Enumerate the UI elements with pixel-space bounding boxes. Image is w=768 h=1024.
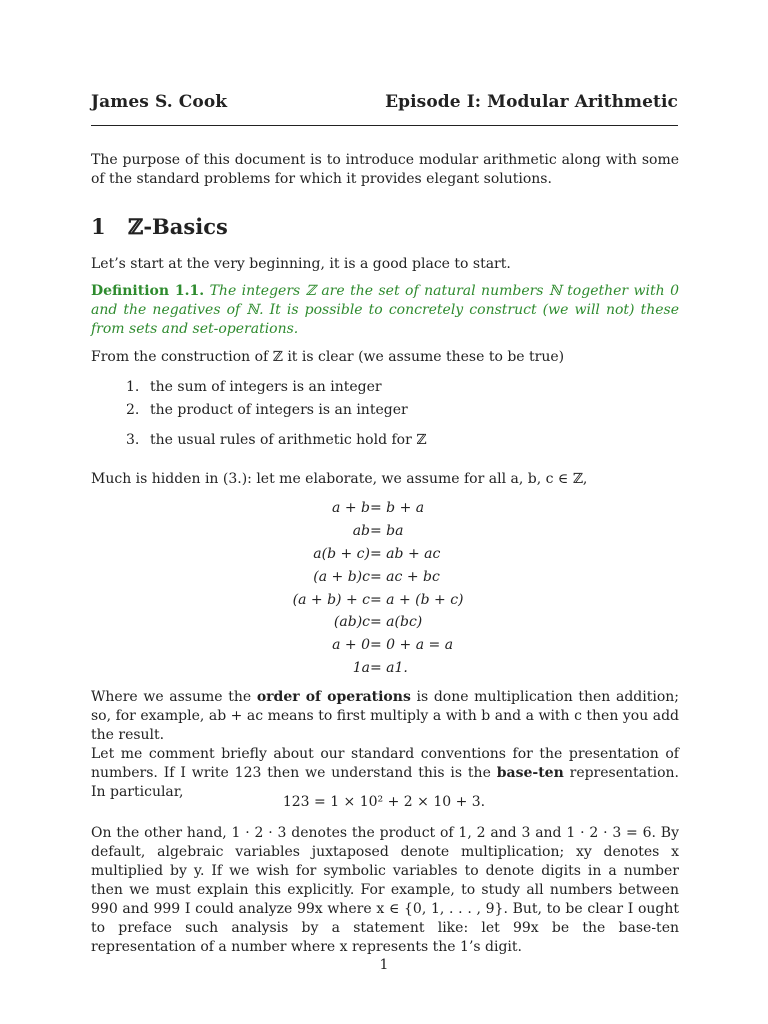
list-item-text: the product of integers is an integer bbox=[150, 402, 408, 418]
equation-lhs: a(b + c) bbox=[313, 546, 370, 562]
equation-rhs: = 0 + a = a bbox=[370, 637, 454, 653]
equation-rhs: = ab + ac bbox=[370, 546, 441, 562]
episode-title: Episode I: Modular Arithmetic bbox=[385, 92, 678, 112]
order-paragraph bbox=[91, 688, 679, 745]
list-item bbox=[126, 379, 382, 395]
order-text-before: Where we assume the bbox=[91, 689, 257, 705]
section-title: ℤ-Basics bbox=[128, 214, 228, 239]
base-ten-equation: 123 = 1 × 10² + 2 × 10 + 3. bbox=[282, 794, 486, 810]
section-number: 1 bbox=[91, 214, 106, 239]
definition-block bbox=[91, 282, 679, 339]
running-header bbox=[91, 92, 678, 126]
list-item-text: the sum of integers is an integer bbox=[150, 379, 382, 395]
list-item-text: the usual rules of arithmetic hold for ℤ bbox=[150, 432, 427, 448]
equation-lhs: ab bbox=[352, 523, 370, 539]
list-item bbox=[126, 402, 408, 418]
equation-rhs: = b + a bbox=[370, 500, 425, 516]
equation-lhs: (a + b)c bbox=[313, 569, 370, 585]
list-item-number: 1. bbox=[126, 379, 140, 395]
list-item-number: 2. bbox=[126, 402, 140, 418]
equation-rhs: = a + (b + c) bbox=[370, 592, 464, 608]
page-number: 1 bbox=[379, 957, 389, 973]
equation-lhs: (ab)c bbox=[333, 614, 370, 630]
multiplication-paragraph: On the other hand, 1 · 2 · 3 denotes the product of 1, 2 and 3 and 1 · 2 · 3 = 6. By default, algebraic variables juxtaposed denote multiplication; xy denotes x multiplied by y. If we wish for symbolic variables to denote digits in a number then we must explain this explicitly. For example, to study all numbers between 990 and 999 I could analyze 99x where x ∈ {0, 1, . . . , 9}. But, to be clear I ought to preface such analysis by a statement like: let 99x be the base-ten representation of a number where x represents the 1’s digit. bbox=[91, 825, 679, 955]
equation-lhs: 1a bbox=[352, 660, 370, 676]
list-item bbox=[126, 432, 426, 448]
order-text-after: is done multiplication then addition; so, for example, ab + ac means to first multiply a with b and a with c then you add the result. bbox=[91, 689, 679, 743]
start-sentence: Let’s start at the very beginning, it is a good place to start. bbox=[91, 256, 511, 272]
author-name: James S. Cook bbox=[91, 92, 228, 112]
equation-rhs: = ac + bc bbox=[370, 569, 440, 585]
hidden-sentence: Much is hidden in (3.): let me elaborate, we assume for all a, b, c ∈ ℤ, bbox=[91, 471, 588, 487]
intro-paragraph: The purpose of this document is to introduce modular arithmetic along with some of the standard problems for which it provides elegant solutions. bbox=[91, 152, 679, 187]
equation-lhs: a + b bbox=[332, 500, 370, 516]
definition-text: The integers ℤ are the set of natural numbers ℕ together with 0 and the negatives of ℕ. It is possible to concretely construct (we will not) these from sets and set-operations. bbox=[91, 283, 680, 337]
base-ten-term: base-ten bbox=[496, 765, 564, 781]
order-term: order of operations bbox=[256, 689, 411, 705]
construction-sentence: From the construction of ℤ it is clear (we assume these to be true) bbox=[91, 349, 565, 365]
definition-label: Definition 1.1. bbox=[91, 283, 205, 299]
equation-rhs: = a(bc) bbox=[370, 614, 423, 630]
list-item-number: 3. bbox=[126, 432, 140, 448]
section-heading bbox=[91, 214, 228, 239]
equation-lhs: a + 0 bbox=[332, 637, 370, 653]
conventions-text-after: representation. In particular, bbox=[91, 765, 679, 800]
equation-lhs: (a + b) + c bbox=[292, 592, 370, 608]
equation-rhs: = ba bbox=[370, 523, 404, 539]
equation-rhs: = a1. bbox=[370, 660, 408, 676]
conventions-text-before: Let me comment briefly about our standard conventions for the presentation of numbers. If I write 123 then we understand this is the bbox=[91, 746, 679, 781]
